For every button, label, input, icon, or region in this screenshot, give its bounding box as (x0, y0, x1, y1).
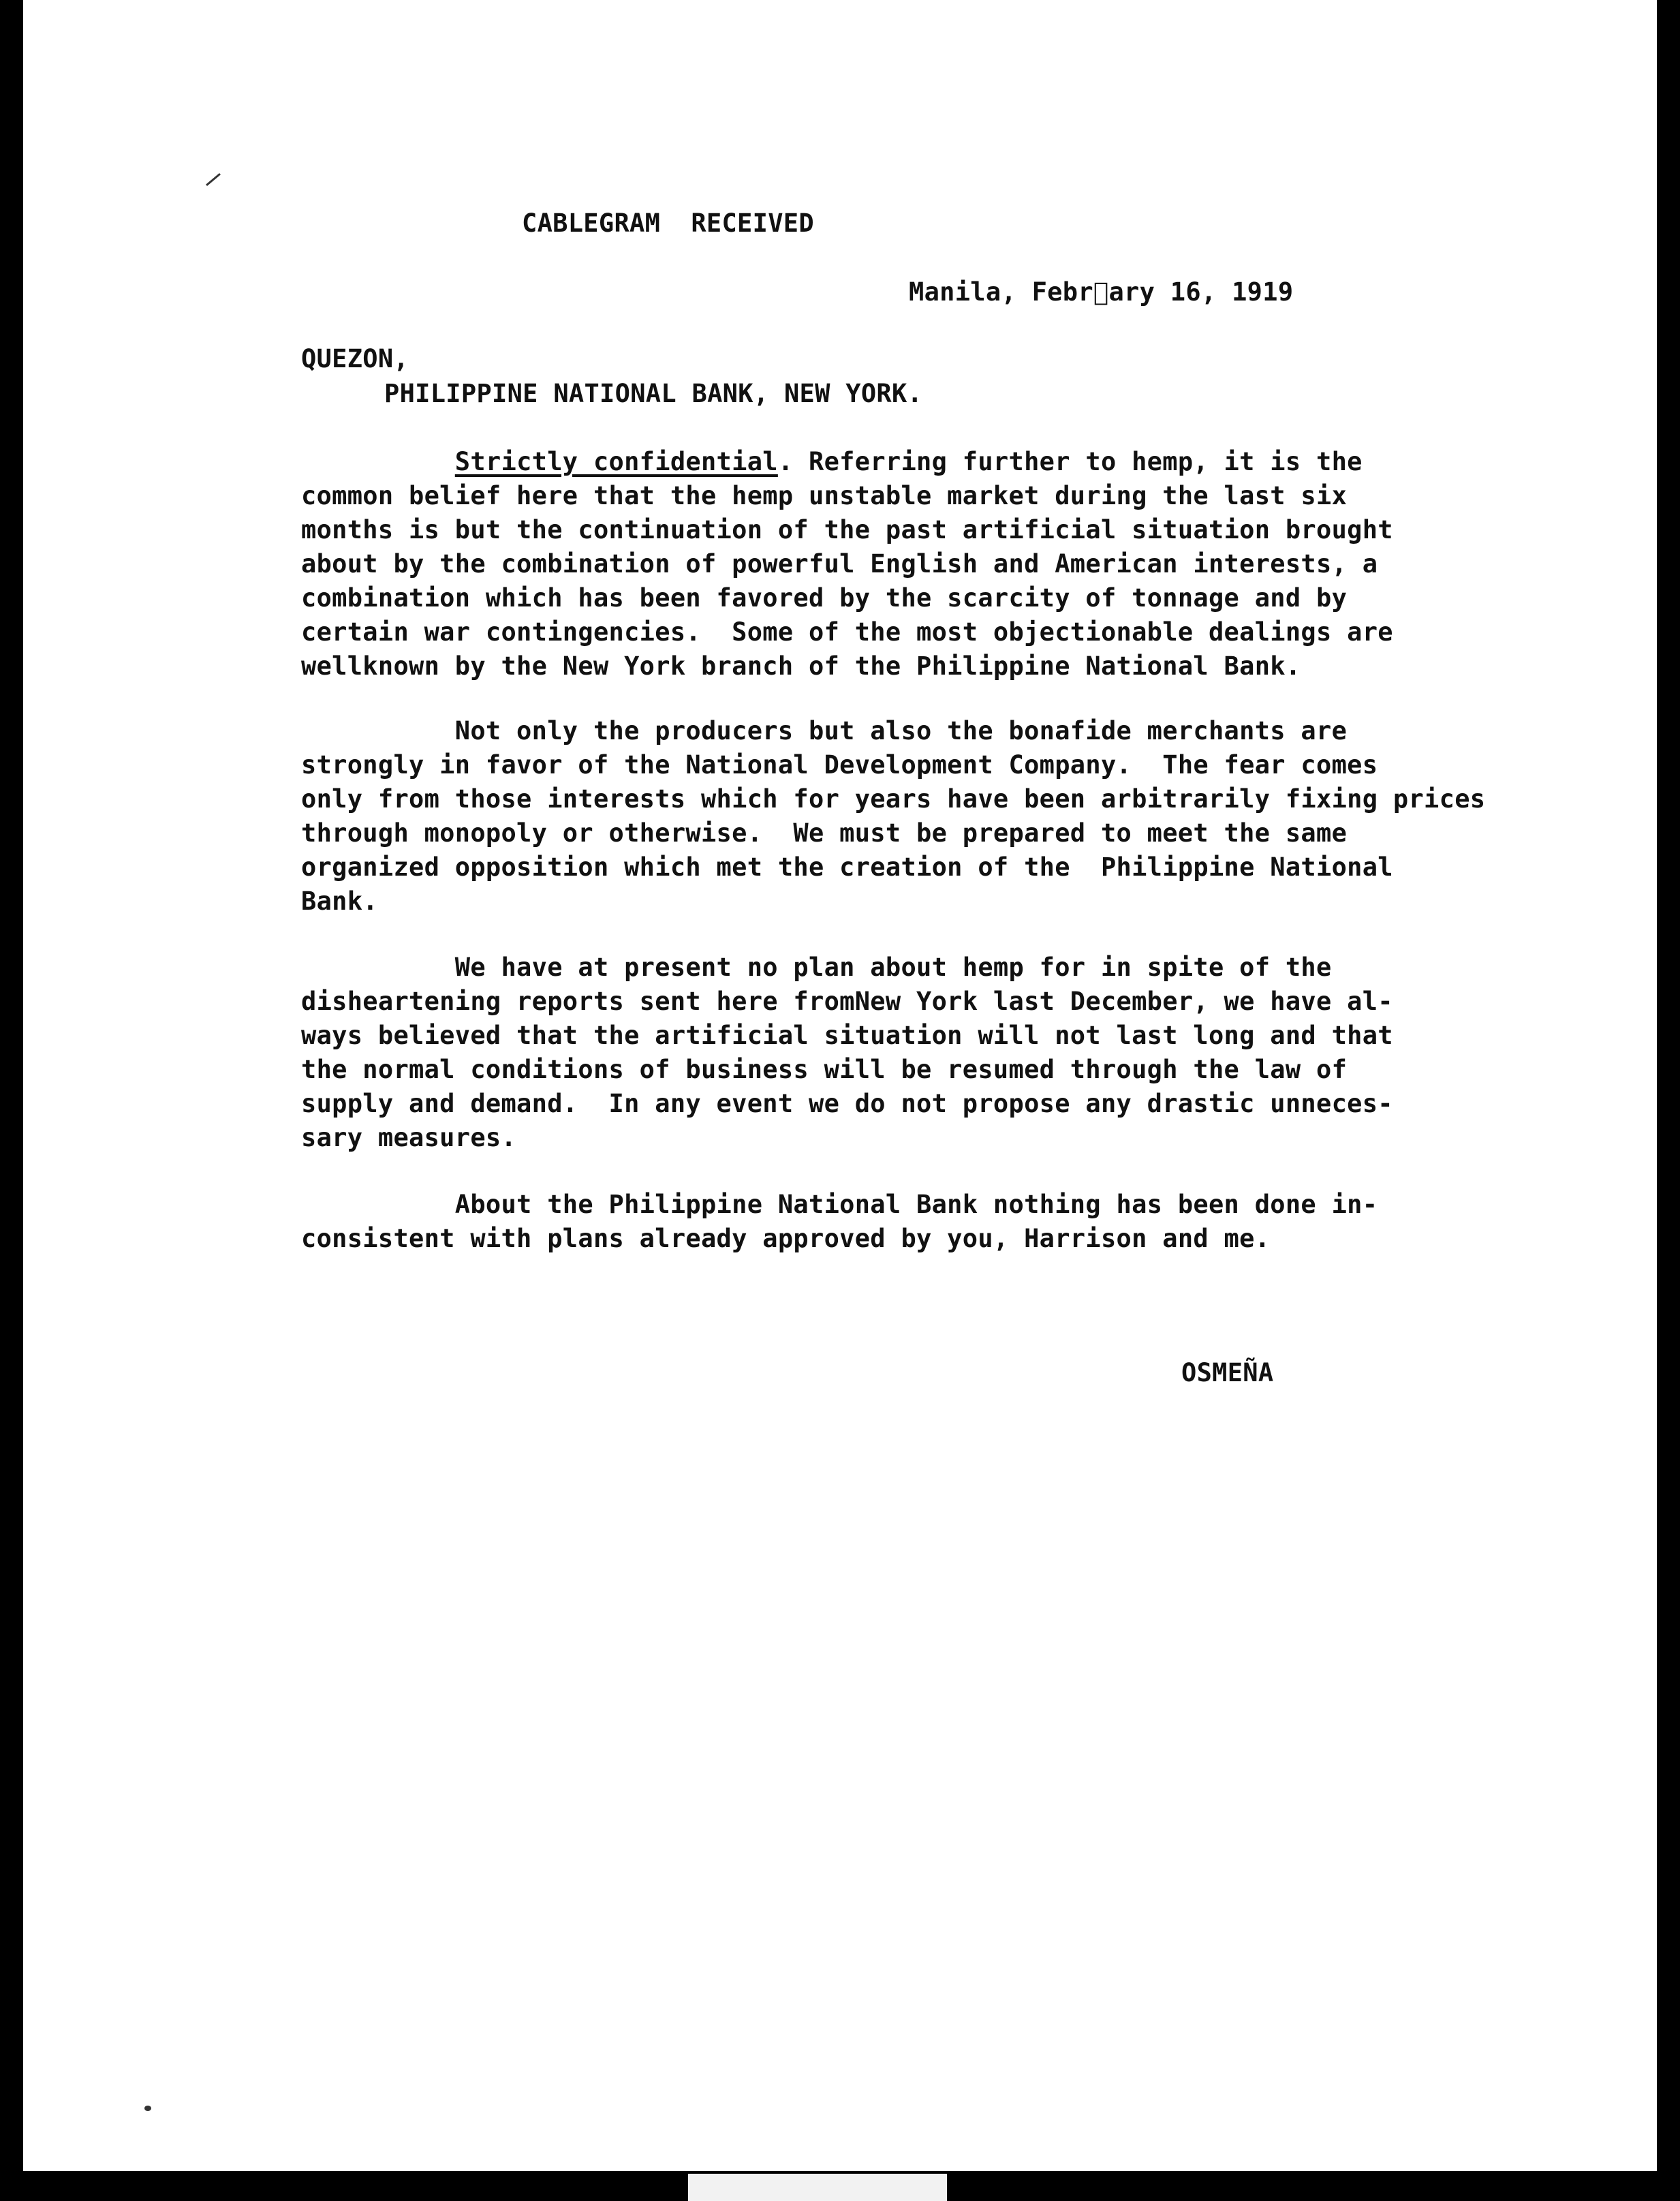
paragraph-1 (301, 445, 1393, 683)
paragraph-line: combination which has been favored by the scarcity of tonnage and by (301, 583, 1348, 613)
paragraph-line: . Referring further to hemp, it is the (777, 447, 1363, 476)
paragraph-line: Bank. (301, 887, 378, 916)
confidential-lead: Strictly confidential (454, 447, 778, 476)
paragraph-line: consistent with plans already approved by you, Harrison and me. (301, 1224, 1271, 1253)
page-tab (688, 2174, 947, 2201)
document-heading: CABLEGRAM RECEIVED (522, 209, 814, 238)
paragraph-line: disheartening reports sent here fromNew York last December, we have al- (301, 987, 1393, 1016)
addressee: QUEZON, (301, 344, 409, 373)
stray-mark (206, 173, 221, 186)
paragraph-line: about by the combination of powerful English and American interests, a (301, 549, 1378, 579)
paragraph-line: organized opposition which met the creation of the Philippine National (301, 852, 1393, 882)
paragraph-line: supply and demand. In any event we do not propose any drastic unneces- (301, 1089, 1393, 1118)
paragraph-line: Not only the producers but also the bonafide merchants are (301, 716, 1348, 745)
paragraph-line: About the Philippine National Bank nothing has been done in- (301, 1190, 1378, 1219)
paragraph-line: certain war contingencies. Some of the most objectionable dealings are (301, 617, 1393, 647)
paragraph-line: strongly in favor of the National Development Company. The fear comes (301, 750, 1378, 780)
paragraph-2 (301, 714, 1485, 919)
signature: OSMEÑA (1181, 1358, 1274, 1387)
stray-mark (144, 2106, 151, 2111)
paragraph-line: only from those interests which for years have been arbitrarily fixing prices (301, 784, 1486, 814)
paragraph-line: wellknown by the New York branch of the Philippine National Bank. (301, 651, 1301, 681)
paragraph-line: through monopoly or otherwise. We must be prepared to meet the same (301, 818, 1348, 848)
address-line: PHILIPPINE NATIONAL BANK, NEW YORK. (384, 379, 923, 408)
paragraph-line: We have at present no plan about hemp for in spite of the (301, 953, 1332, 982)
paragraph-line: common belief here that the hemp unstable market during the last six (301, 481, 1348, 510)
paragraph-line: ways believed that the artificial situation will not last long and that (301, 1021, 1393, 1050)
paragraph-4 (301, 1188, 1378, 1256)
dateline: Manila, Febr ary 16, 1919 (909, 277, 1294, 307)
paragraph-line: months is but the continuation of the past artificial situation brought (301, 515, 1393, 544)
paragraph-line: the normal conditions of business will be resumed through the law of (301, 1055, 1348, 1084)
paragraph-line: sary measures. (301, 1123, 517, 1152)
document-page (23, 0, 1657, 2171)
paragraph-3 (301, 951, 1393, 1155)
